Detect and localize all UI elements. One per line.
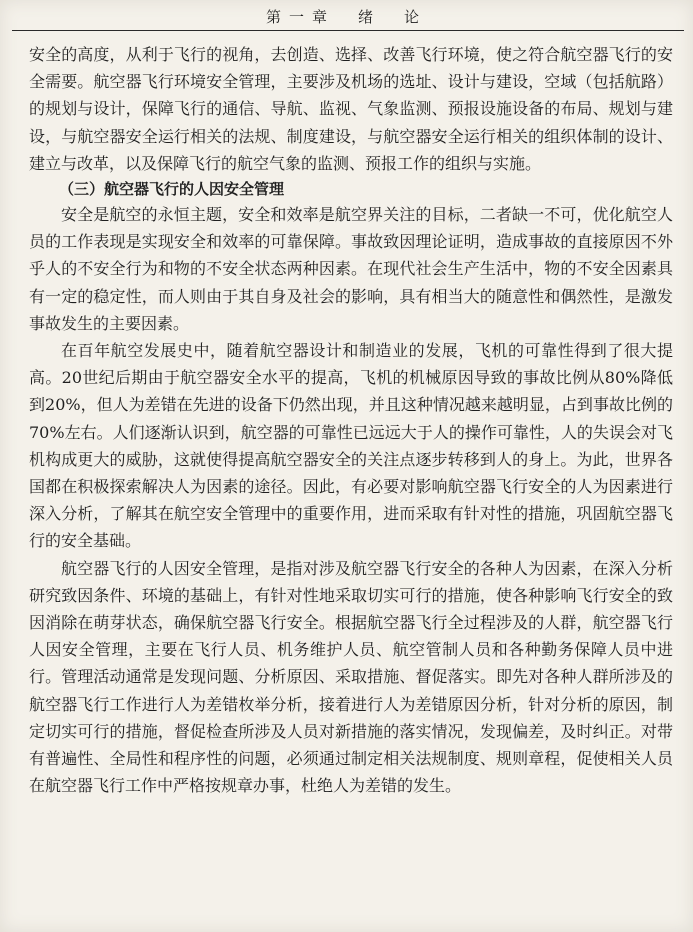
running-header: 第一章 绪 论 [265,8,427,26]
paragraph-continued: 安全的高度，从利于飞行的视角，去创造、选择、改善飞行环境，使之符合航空器飞行的安全需要。航空器飞行环境安全管理，主要涉及机场的选址、设计与建设，空域（包括航路）的规划与设计，保障飞行的通信、导航、监视、气象监测、预报设施设备的布局、规划与建设，与航空器安全运行相关的法规、制度建设，与航空器安全运行相关的组织体制的设计、建立与改革，以及保障飞行的航空气象的监测、预报工作的组织与实施。 [29,45,673,173]
paragraph: 在百年航空发展史中，随着航空器设计和制造业的发展，飞机的可靠性得到了很大提高。20世纪后期由于航空器安全水平的提高，飞机的机械原因导致的事故比例从80%降低到20%，但人为差错在先进的设备下仍然出现，并且这种情况越来越明显，占到事故比例的70%左右。人们逐渐认识到，航空器的可靠性已远远大于人的操作可靠性，人的失误会对飞机构成更大的威胁，这就使得提高航空器安全的关注点逐步转移到人的身上。为此，世界各国都在积极探索解决人为因素的途径。因此，有必要对影响航空器飞行安全的人为因素进行深入分析，了解其在航空安全管理中的重要作用，进而采取有针对性的措施，巩固航空器飞行的安全基础。 [29,341,673,551]
section-heading: （三）航空器飞行的人因安全管理 [59,180,285,199]
header-divider [12,30,684,31]
paragraph: 航空器飞行的人因安全管理，是指对涉及航空器飞行安全的各种人为因素，在深入分析研究致因条件、环境的基础上，有针对性地采取切实可行的措施，使各种影响飞行安全的致因消除在萌芽状态，确保航空器飞行安全。根据航空器飞行全过程涉及的人群，航空器飞行人因安全管理，主要在飞行人员、机务维护人员、航空管制人员和各种勤务保障人员中进行。管理活动通常是发现问题、分析原因、采取措施、督促落实。即先对各种人群所涉及的航空器飞行工作进行人为差错枚举分析，接着进行人为差错原因分析，针对分析的原因，制定切实可行的措施，督促检查所涉及人员对新措施的落实情况，发现偏差，及时纠正。对带有普遍性、全局性和程序性的问题，必须通过制定相关法规制度、规则章程，促使相关人员在航空器飞行工作中严格按规章办事，杜绝人为差错的发生。 [29,558,673,796]
paragraph: 安全是航空的永恒主题，安全和效率是航空界关注的目标，二者缺一不可，优化航空人员的工作表现是实现安全和效率的可靠保障。事故致因理论证明，造成事故的直接原因不外乎人的不安全行为和物的不安全状态两种因素。在现代社会生产生活中，物的不安全因素具有一定的稳定性，而人则由于其自身及社会的影响，具有相当大的随意性和偶然性，是激发事故发生的主要因素。 [29,205,673,333]
body-text [29,41,673,799]
